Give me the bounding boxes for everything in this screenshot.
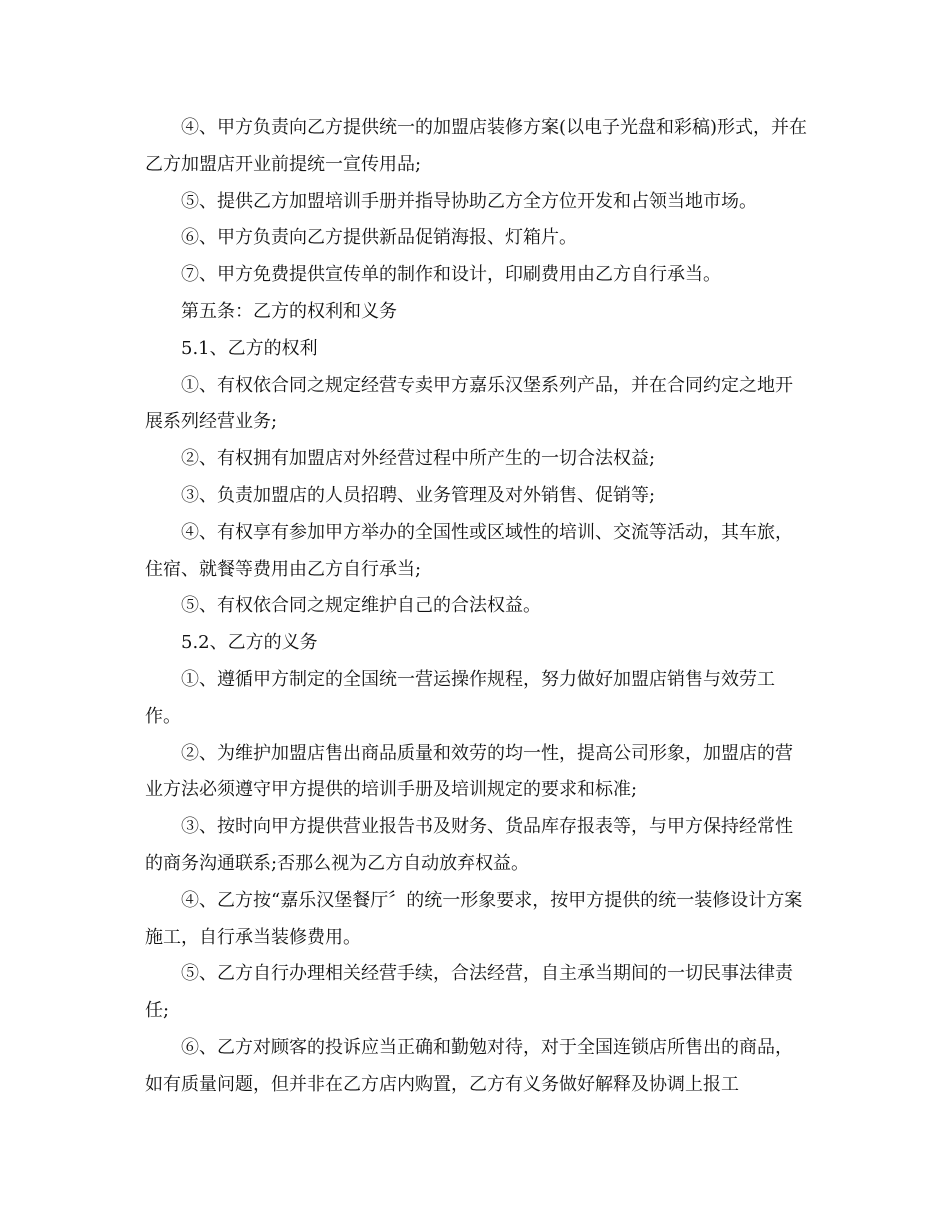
paragraph-rights-4: ④、有权享有参加甲方举办的全国性或区域性的培训、交流等活动，其车旅，住宿、就餐等费用由乙方自行承当; — [145, 521, 793, 580]
paragraph-duties-6: ⑥、乙方对顾客的投诉应当正确和勤勉对待，对于全国连锁店所售出的商品，如有质量问题，但并非在乙方店内购置，乙方有义务做好解释及协调上报工 — [145, 1036, 793, 1095]
paragraph-duties-2: ②、为维护加盟店售出商品质量和效劳的均一性，提高公司形象，加盟店的营业方法必须遵守甲方提供的培训手册及培训规定的要求和标准; — [145, 742, 793, 801]
paragraph-1: ④、甲方负责向乙方提供统一的加盟店装修方案(以电子光盘和彩稿)形式，并在乙方加盟店开业前提统一宣传用品; — [145, 117, 808, 175]
subsection-heading-5-2: 5.2、乙方的义务 — [181, 632, 318, 654]
paragraph-rights-2: ②、有权拥有加盟店对外经营过程中所产生的一切合法权益; — [181, 448, 656, 470]
paragraph-rights-1: ①、有权依合同之规定经营专卖甲方嘉乐汉堡系列产品，并在合同约定之地开展系列经营业务; — [145, 374, 793, 433]
paragraph-duties-5: ⑤、乙方自行办理相关经营手续，合法经营，自主承当期间的一切民事法律责任; — [145, 963, 793, 1022]
paragraph-duties-1: ①、遵循甲方制定的全国统一营运操作规程，努力做好加盟店销售与效劳工作。 — [145, 668, 775, 727]
paragraph-2: ⑤、提供乙方加盟培训手册并指导协助乙方全方位开发和占领当地市场。 — [181, 190, 757, 212]
paragraph-4: ⑦、甲方免费提供宣传单的制作和设计，印刷费用由乙方自行承当。 — [181, 264, 721, 286]
document-body — [145, 110, 810, 1104]
paragraph-rights-5: ⑤、有权依合同之规定维护自己的合法权益。 — [181, 595, 541, 617]
paragraph-duties-4: ④、乙方按“嘉乐汉堡餐厅〞的统一形象要求，按甲方提供的统一装修设计方案施工，自行承当装修费用。 — [145, 889, 803, 948]
subsection-heading-5-1: 5.1、乙方的权利 — [181, 337, 318, 359]
paragraph-duties-3: ③、按时向甲方提供营业报告书及财务、货品库存报表等，与甲方保持经常性的商务沟通联系;否那么视为乙方自动放弃权益。 — [145, 816, 793, 874]
paragraph-3: ⑥、甲方负责向乙方提供新品促销海报、灯箱片。 — [181, 227, 577, 249]
paragraph-rights-3: ③、负责加盟店的人员招聘、业务管理及对外销售、促销等; — [181, 484, 656, 506]
section-heading-article-5: 第五条：乙方的权利和义务 — [181, 300, 397, 322]
